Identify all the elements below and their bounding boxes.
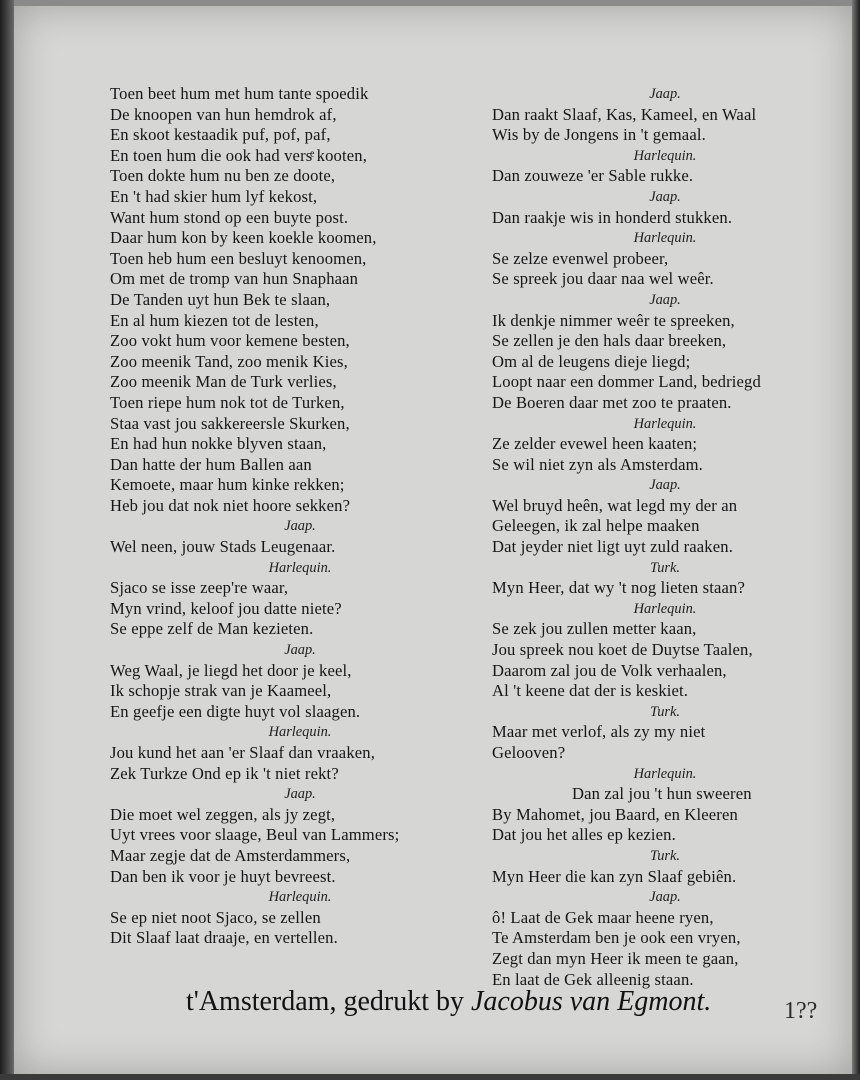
verse-line: Myn Heer die kan zyn Slaaf gebiên.	[492, 866, 737, 886]
speaker-name: Jaap.	[284, 642, 316, 659]
verse-line: Toen riepe hum nok tot de Turken,	[110, 392, 345, 412]
verse-line: Zoo meenik Tand, zoo menik Kies,	[110, 351, 348, 371]
verse-line: En 't had skier hum lyf kekost,	[110, 186, 318, 206]
speaker-name: Harlequin.	[633, 765, 697, 782]
verse-line: Die moet wel zeggen, als jy zegt,	[110, 804, 336, 824]
verse-line: Loopt naar een dommer Land, bedriegd	[492, 372, 761, 392]
verse-line: Dan zal jou 't hun sweeren	[572, 784, 752, 804]
speaker-name: Jaap.	[649, 291, 681, 308]
right-verse-column	[492, 84, 838, 990]
speaker-name: Harlequin.	[633, 147, 697, 164]
page-bottom-edge	[0, 1074, 860, 1080]
verse-line: Toen dokte hum nu ben ze doote,	[110, 166, 336, 186]
page-gutter-shadow	[0, 0, 14, 1080]
verse-line: Jou spreek nou koet de Duytse Taalen,	[492, 640, 753, 660]
verse-line: Myn vrind, keloof jou datte niete?	[110, 598, 342, 618]
verse-line: Want hum stond op een buyte post.	[110, 207, 349, 227]
speaker-name: Jaap.	[649, 86, 681, 102]
speaker-name: Turk.	[650, 703, 680, 720]
speaker-name: Turk.	[650, 847, 680, 864]
verse-line: Wel neen, jouw Stads Leugenaar.	[110, 537, 336, 557]
verse-line: De Tanden uyt hun Bek te slaan,	[110, 289, 331, 309]
verse-line: De Boeren daar met zoo te praaten.	[492, 392, 732, 412]
verse-line: En skoot kestaadik puf, pof, paf,	[110, 125, 331, 145]
verse-line: Myn Heer, dat wy 't nog lieten staan?	[492, 578, 746, 598]
imprint-line	[186, 986, 711, 1018]
verse-line: Sjaco se isse zeep're waar,	[110, 578, 289, 598]
verse-line: Jou kund het aan 'er Slaaf dan vraaken,	[110, 743, 376, 762]
verse-line: Se spreek jou daar naa wel weêr.	[492, 269, 714, 289]
speaker-name: Harlequin.	[633, 415, 697, 432]
verse-line: Daarom zal jou de Volk verhaalen,	[492, 660, 727, 680]
verse-line: Geleegen, ik zal helpe maaken	[492, 516, 700, 536]
verse-line: Maar met verlof, als zy my niet	[492, 722, 706, 742]
verse-line: Uyt vrees voor slaage, Beul van Lammers;	[110, 825, 400, 845]
verse-line: Se ep niet noot Sjaco, se zellen	[110, 907, 321, 927]
speaker-name: Jaap.	[284, 518, 316, 535]
verse-line: Ik denkje nimmer weêr te spreeken,	[492, 310, 735, 330]
speaker-name: Jaap.	[649, 188, 681, 205]
verse-line: Dan raakje wis in honderd stukken.	[492, 207, 733, 227]
book-page	[14, 6, 852, 1074]
verse-line: En had hun nokke blyven staan,	[110, 434, 327, 454]
left-verse-column	[110, 84, 490, 949]
verse-line: Zegt dan myn Heer ik meen te gaan,	[492, 948, 739, 968]
verse-line: ô! Laat de Gek maar heene ryen,	[492, 907, 714, 927]
verse-line: Ik schopje strak van je Kaameel,	[110, 681, 332, 701]
verse-line: En toen hum die ook had versͤ kooten,	[110, 145, 368, 165]
verse-line: Dat jeyder niet ligt uyt zuld raaken.	[492, 537, 734, 557]
verse-line: En geefje een digte huyt vol slaagen.	[110, 701, 361, 721]
speaker-name: Harlequin.	[633, 600, 697, 617]
verse-line: Staa vast jou sakkereersle Skurken,	[110, 413, 350, 433]
imprint-printer: Jacobus van Egmont.	[471, 986, 712, 1017]
verse-line: Toen beet hum met hum tante spoedik	[110, 84, 369, 103]
imprint-place: t'Amsterdam, gedrukt by	[186, 986, 464, 1017]
verse-line: Wis by de Jongens in 't gemaal.	[492, 125, 706, 145]
verse-line: Dan hatte der hum Ballen aan	[110, 454, 312, 474]
verse-line: Se zellen je den hals daar breeken,	[492, 331, 727, 351]
verse-line: Se zelze evenwel probeer,	[492, 248, 669, 268]
verse-line: Se wil niet zyn als Amsterdam.	[492, 454, 703, 474]
page-edge-shadow	[852, 0, 860, 1080]
verse-line: Se eppe zelf de Man kezieten.	[110, 619, 314, 639]
verse-line: Om al de leugens dieje liegd;	[492, 351, 691, 371]
verse-line: De knoopen van hun hemdrok af,	[110, 104, 337, 124]
speaker-name: Harlequin.	[268, 724, 332, 741]
speaker-name: Harlequin.	[633, 230, 697, 247]
verse-line: Al 't keene dat der is keskiet.	[492, 681, 689, 701]
verse-line: By Mahomet, jou Baard, en Kleeren	[492, 804, 738, 824]
verse-line: Weg Waal, je liegd het door je keel,	[110, 660, 352, 680]
verse-line: Maar zegje dat de Amsterdammers,	[110, 845, 351, 865]
speaker-name: Harlequin.	[268, 889, 332, 906]
verse-line: Dan zouweze 'er Sable rukke.	[492, 166, 694, 186]
speaker-name: Turk.	[650, 559, 680, 576]
verse-line: Zek Turkze Ond ep ik 't niet rekt?	[110, 763, 339, 783]
verse-line: Se zek jou zullen metter kaan,	[492, 619, 697, 639]
verse-line: Dit Slaaf laat draaje, en vertellen.	[110, 928, 338, 948]
verse-line: Daar hum kon by keen koekle koomen,	[110, 228, 377, 248]
verse-line: Zoo meenik Man de Turk verlies,	[110, 372, 337, 392]
verse-line: Dan raakt Slaaf, Kas, Kameel, en Waal	[492, 104, 757, 124]
speaker-name: Jaap.	[284, 786, 316, 803]
verse-line: Gelooven?	[492, 743, 566, 762]
verse-line: Dat jou het alles ep kezien.	[492, 825, 676, 845]
speaker-name: Jaap.	[649, 889, 681, 906]
verse-line: Heb jou dat nok niet hoore sekken?	[110, 495, 351, 515]
speaker-name: Jaap.	[649, 477, 681, 494]
verse-line: Zoo vokt hum voor kemene besten,	[110, 331, 350, 351]
verse-line: Ze zelder evewel heen kaaten;	[492, 434, 698, 454]
verse-line: Te Amsterdam ben je ook een vryen,	[492, 928, 741, 948]
verse-line: Kemoete, maar hum kinke rekken;	[110, 475, 345, 495]
verse-line: Wel bruyd heên, wat legd my der an	[492, 495, 738, 515]
verse-line: Om met de tromp van hun Snaphaan	[110, 269, 359, 289]
page-number: 1??	[784, 998, 818, 1024]
verse-line: En al hum kiezen tot de lesten,	[110, 310, 319, 330]
verse-line: Dan ben ik voor je huyt bevreest.	[110, 866, 336, 886]
verse-line: Toen heb hum een besluyt kenoomen,	[110, 248, 367, 268]
speaker-name: Harlequin.	[268, 559, 332, 576]
verse-line: En laat de Gek alleenig staan.	[492, 969, 694, 989]
